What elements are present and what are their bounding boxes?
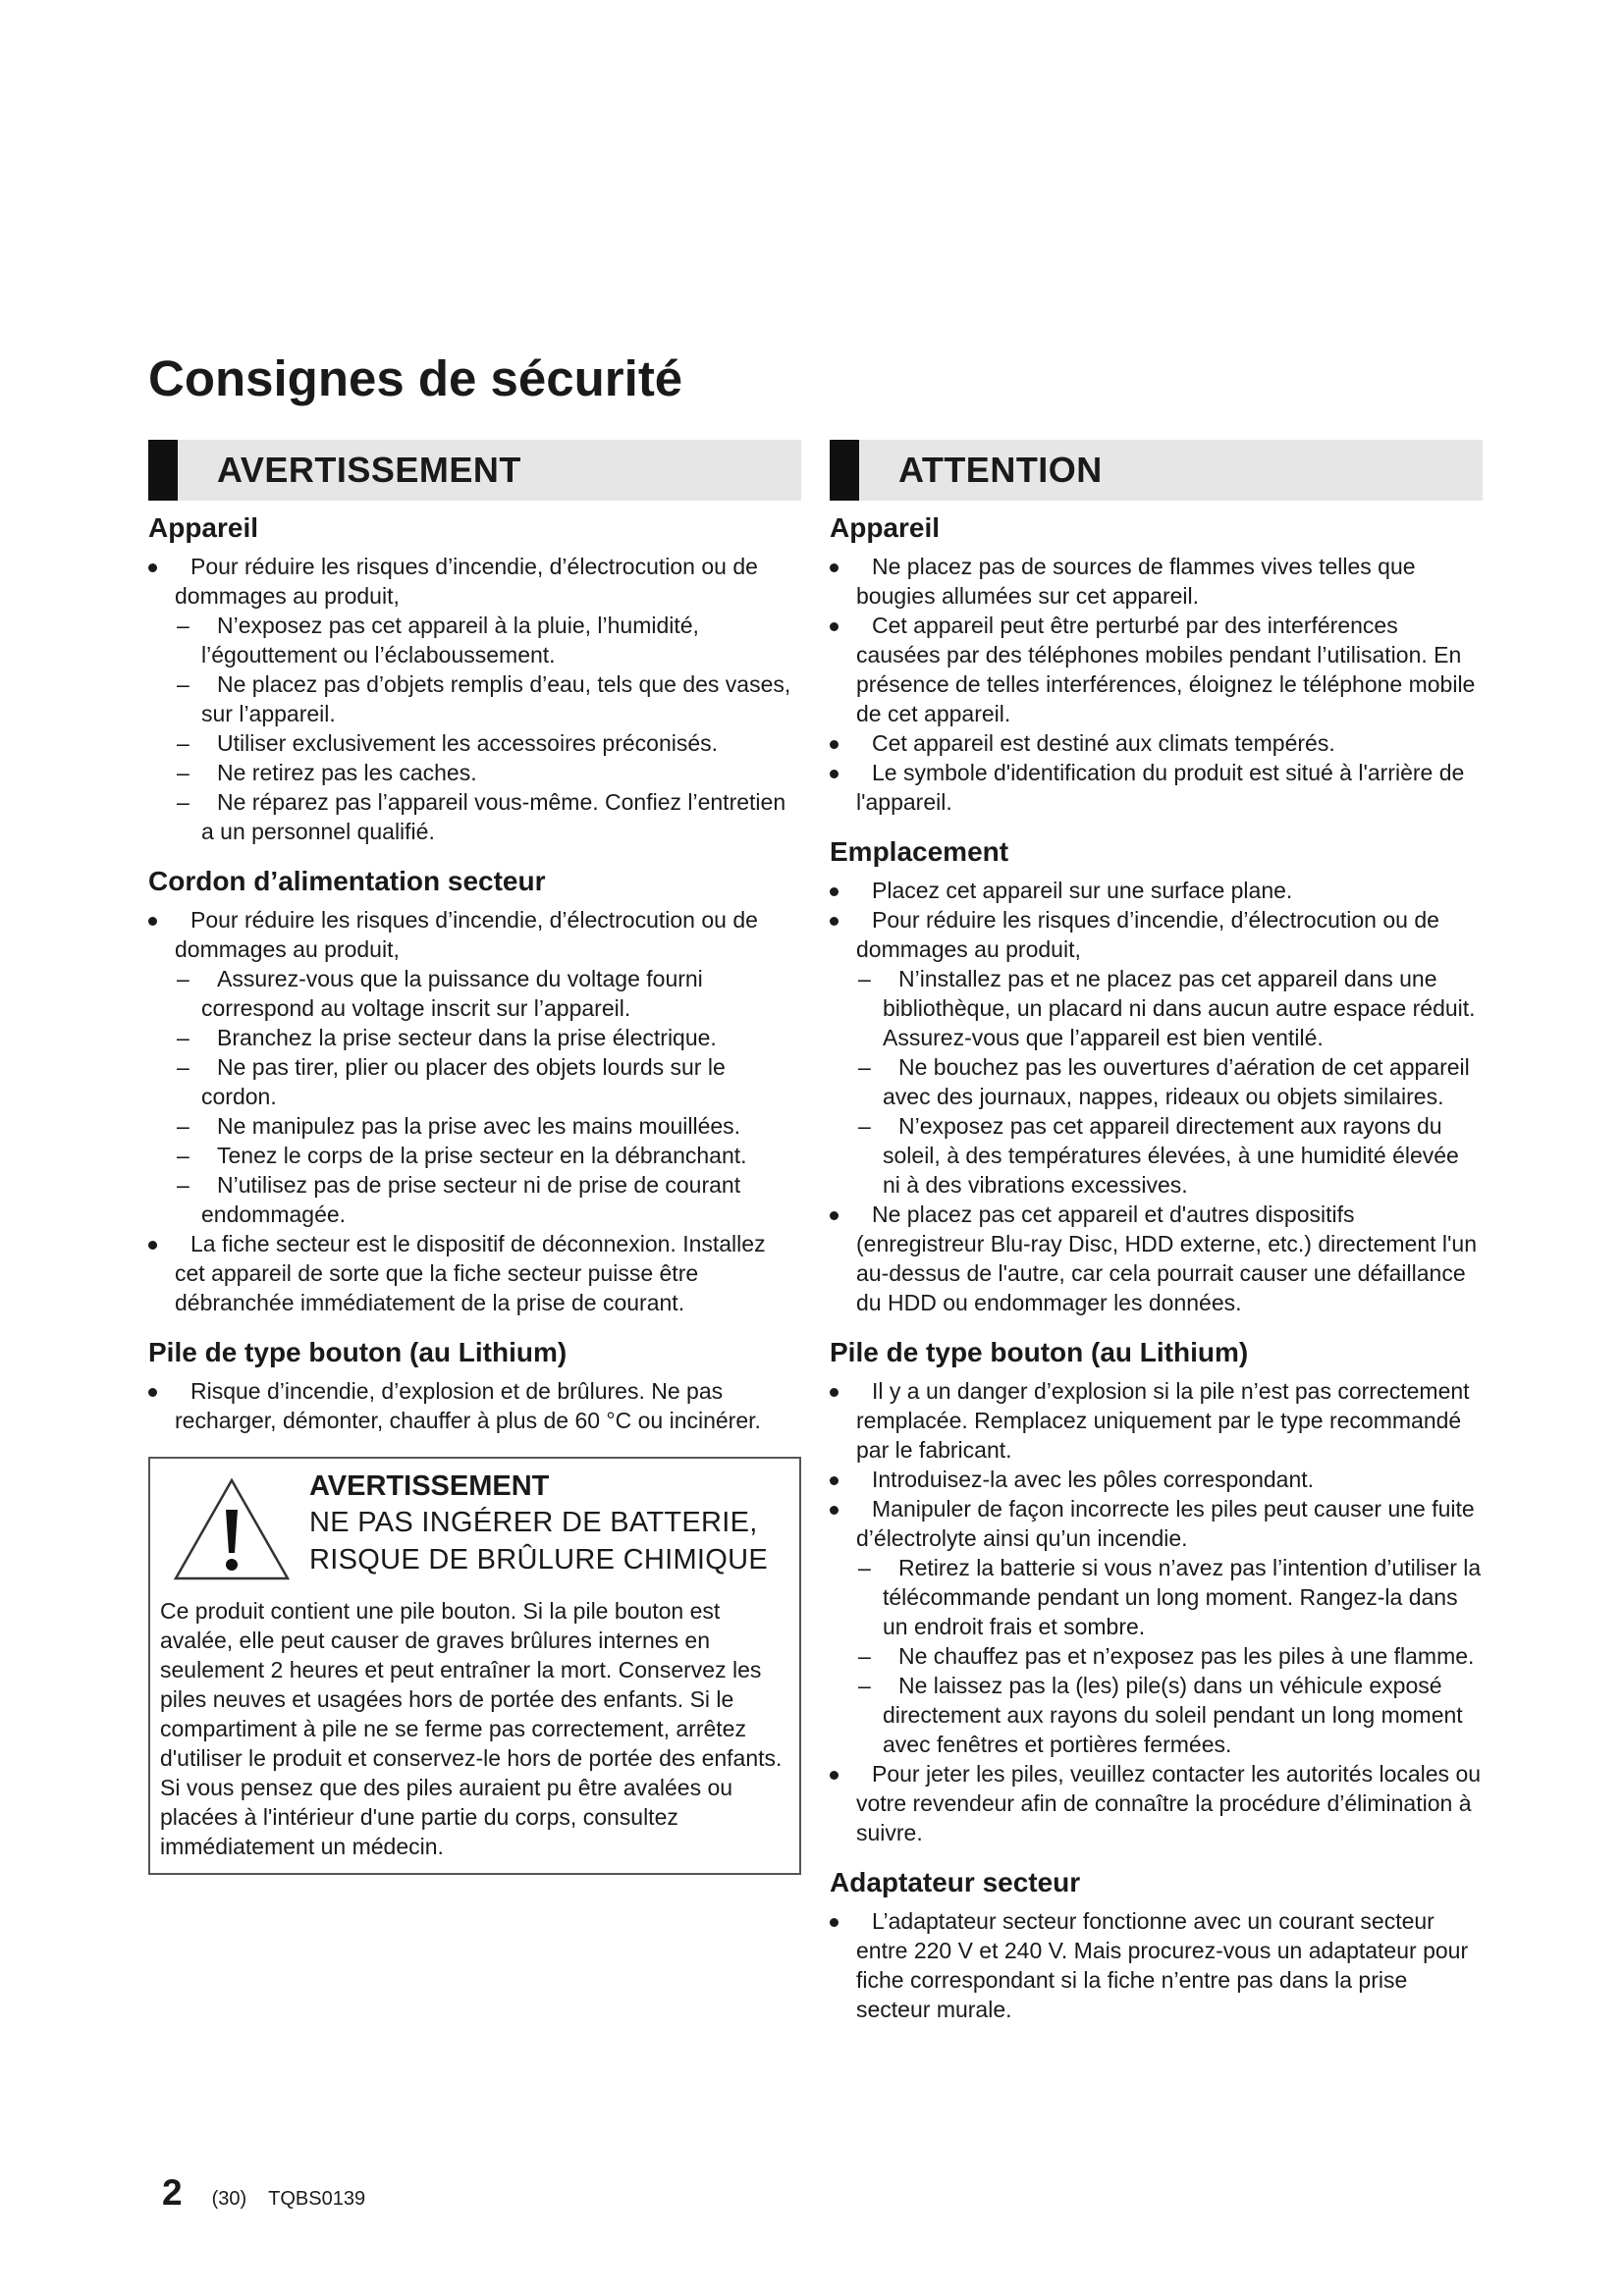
dash-item: – Ne réparez pas l’appareil vous-même. Confiez l’entretien a un personnel qualifié.	[177, 789, 786, 844]
bullet-list	[830, 1906, 1483, 2024]
bullet-item: Ne placez pas de sources de flammes vives telles que bougies allumées sur cet appareil.	[830, 552, 1483, 611]
bullet-item: Risque d’incendie, d’explosion et de brûlures. Ne pas recharger, démonter, chauffer à plus de 60 °C ou incinérer.	[148, 1376, 801, 1435]
banner-bar	[830, 440, 859, 501]
banner-bar	[148, 440, 178, 501]
section-heading-adaptateur: Adaptateur secteur	[830, 1867, 1081, 1897]
bullet-icon	[830, 1506, 839, 1515]
bullet-list	[148, 905, 801, 1317]
caution-banner	[830, 440, 1483, 501]
page-title: Consignes de sécurité	[148, 350, 683, 406]
dash-item: – Ne laissez pas la (les) pile(s) dans un véhicule exposé directement aux rayons du soleil pendant un long moment avec fenêtres et portières fermées.	[858, 1673, 1463, 1757]
bullet-list	[830, 552, 1483, 817]
bullet-item: La fiche secteur est le dispositif de déconnexion. Installez cet appareil de sorte que la fiche secteur puisse être débranchée immédiatement de la prise de courant.	[148, 1229, 801, 1317]
bullet-item: Cet appareil peut être perturbé par des interférences causées par des téléphones mobiles pendant l’utilisation. En présence de telles interférences, éloignez le téléphone mobile de cet appareil.	[830, 611, 1483, 728]
dash-item: – Tenez le corps de la prise secteur en la débranchant.	[177, 1143, 747, 1168]
bullet-item: Introduisez-la avec les pôles correspondant.	[830, 1465, 1483, 1494]
dash-item: – Ne manipulez pas la prise avec les mains mouillées.	[177, 1113, 741, 1139]
section-heading-pile: Pile de type bouton (au Lithium)	[148, 1337, 568, 1367]
dash-item: – N’exposez pas cet appareil à la pluie, l’humidité, l’égouttement ou l’éclaboussement.	[177, 613, 699, 667]
warning-body: Ce produit contient une pile bouton. Si la pile bouton est avalée, elle peut causer de graves brûlures internes en seulement 2 heures et peut entraîner la mort. Conservez les piles neuves et usagées hors de portée des enfants. Si le compartiment à pile ne se ferme pas correctement, arrêtez d'utiliser le produit et conservez-le hors de portée des enfants. Si vous pensez que des piles auraient pu être avalées ou placées à l'intérieur d'une partie du corps, consultez immédiatement un médecin.	[160, 1598, 783, 1859]
document-code: TQBS0139	[268, 2188, 366, 2210]
bullet-icon	[830, 563, 839, 572]
bullet-list	[148, 552, 801, 846]
warning-banner	[148, 440, 801, 501]
right-column	[830, 440, 1483, 2024]
left-column	[148, 440, 801, 1875]
section-heading-pile: Pile de type bouton (au Lithium)	[830, 1337, 1249, 1367]
bullet-icon	[148, 563, 157, 572]
dash-item: – Retirez la batterie si vous n’avez pas l’intention d’utiliser la télécommande pendant un long moment. Rangez-la dans un endroit frais et sombre.	[858, 1555, 1482, 1639]
dash-item: – N’installez pas et ne placez pas cet appareil dans une bibliothèque, un placard ni dans aucun autre espace réduit. Assurez-vous que l’appareil est bien ventilé.	[858, 966, 1476, 1050]
bullet-icon	[830, 917, 839, 926]
bullet-icon	[830, 770, 839, 778]
bullet-item: Le symbole d'identification du produit est situé à l'arrière de l'appareil.	[830, 758, 1483, 817]
bullet-item: Manipuler de façon incorrecte les piles peut causer une fuite d’électrolyte ainsi qu’un incendie.	[830, 1494, 1483, 1553]
dash-item: – Ne pas tirer, plier ou placer des objets lourds sur le cordon.	[177, 1054, 726, 1109]
dash-item: – Utiliser exclusivement les accessoires préconisés.	[177, 730, 719, 756]
dash-item: – Ne chauffez pas et n’exposez pas les piles à une flamme.	[858, 1643, 1475, 1669]
warning-line-1: NE PAS INGÉRER DE BATTERIE,	[309, 1507, 758, 1538]
bullet-item: Pour réduire les risques d’incendie, d’électrocution ou de dommages au produit,	[148, 905, 801, 964]
dash-item: – Branchez la prise secteur dans la prise électrique.	[177, 1025, 717, 1050]
warning-line-2: RISQUE DE BRÛLURE CHIMIQUE	[309, 1544, 769, 1575]
bullet-icon	[830, 1771, 839, 1780]
bullet-item: L’adaptateur secteur fonctionne avec un courant secteur entre 220 V et 240 V. Mais procurez-vous un adaptateur pour fiche correspondant si la fiche n’entre pas dans la prise secteur murale.	[830, 1906, 1483, 2024]
bullet-item: Ne placez pas cet appareil et d'autres dispositifs (enregistreur Blu-ray Disc, HDD externe, etc.) directement l'un au-dessus de l'autre, car cela pourrait causer une défaillance du HDD ou endommager les données.	[830, 1200, 1483, 1317]
bullet-icon	[830, 887, 839, 896]
section-heading-appareil: Appareil	[148, 512, 259, 543]
bullet-list	[148, 1376, 801, 1435]
bullet-icon	[830, 622, 839, 631]
bullet-icon	[148, 1241, 157, 1250]
bullet-icon	[830, 1211, 839, 1220]
page-number: 2	[162, 2172, 183, 2213]
section-heading-appareil: Appareil	[830, 512, 941, 543]
warning-triangle-icon	[172, 1476, 292, 1582]
dash-item: – Assurez-vous que la puissance du voltage fourni correspond au voltage inscrit sur l’appareil.	[177, 966, 703, 1021]
bullet-item: Placez cet appareil sur une surface plane.	[830, 876, 1483, 905]
bullet-icon	[830, 1388, 839, 1397]
bullet-icon	[830, 740, 839, 749]
bullet-icon	[148, 917, 157, 926]
bullet-item: Pour réduire les risques d’incendie, d’électrocution ou de dommages au produit,	[148, 552, 801, 611]
bullet-icon	[830, 1918, 839, 1927]
bullet-item: Il y a un danger d’explosion si la pile n’est pas correctement remplacée. Remplacez uniquement par le type recommandé par le fabricant.	[830, 1376, 1483, 1465]
bullet-list	[830, 1376, 1483, 1847]
dash-item: – Ne bouchez pas les ouvertures d’aération de cet appareil avec des journaux, nappes, rideaux ou objets similaires.	[858, 1054, 1470, 1109]
bullet-item: Pour réduire les risques d’incendie, d’électrocution ou de dommages au produit,	[830, 905, 1483, 964]
dash-item: – Ne retirez pas les caches.	[177, 760, 477, 785]
bullet-icon	[830, 1476, 839, 1485]
bullet-icon	[148, 1388, 157, 1397]
battery-warning-box	[148, 1457, 801, 1875]
section-heading-cordon: Cordon d’alimentation secteur	[148, 866, 546, 896]
page-footer	[162, 2172, 365, 2214]
page-reference: (30)	[211, 2188, 247, 2210]
bullet-list	[830, 876, 1483, 1317]
dash-item: – Ne placez pas d’objets remplis d’eau, tels que des vases, sur l’appareil.	[177, 671, 791, 726]
banner-label: ATTENTION	[898, 450, 1103, 490]
dash-item: – N’utilisez pas de prise secteur ni de prise de courant endommagée.	[177, 1172, 741, 1227]
section-heading-emplacement: Emplacement	[830, 836, 1009, 867]
banner-label: AVERTISSEMENT	[217, 450, 521, 490]
bullet-item: Cet appareil est destiné aux climats tempérés.	[830, 728, 1483, 758]
dash-item: – N’exposez pas cet appareil directement aux rayons du soleil, à des températures élevées, à une humidité élevée ni à des vibrations excessives.	[858, 1113, 1459, 1198]
warning-title: AVERTISSEMENT	[309, 1470, 550, 1502]
bullet-item: Pour jeter les piles, veuillez contacter les autorités locales ou votre revendeur afin de connaître la procédure d’élimination à suivre.	[830, 1759, 1483, 1847]
